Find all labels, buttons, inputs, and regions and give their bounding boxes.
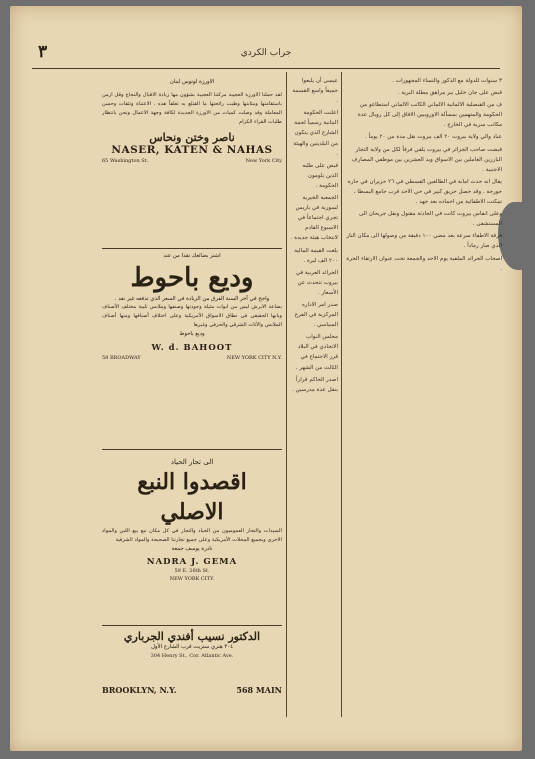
ad-doctor-arabic-name: الدكتور نسيب أفندي الجرباري bbox=[123, 630, 261, 643]
news-item: قبضت صاحب الجزائر في بيروت يلقي فرقاً لكل من ولاية التجار البارزين العاملين بين الاسواق ويد العشرين بين موظفي المصارف الاجنبية . bbox=[351, 146, 502, 173]
news-item: فرقة الاطفاء سرعة بعد مضي ١٠٠ دقيقة من وصولها الى مكان النار الذي صار رماداً . bbox=[346, 233, 502, 250]
ad-bahoot-signature: وديع باحوط bbox=[179, 331, 205, 338]
newspaper-page bbox=[10, 6, 522, 751]
ad-bahoot-tagline: واجح في آخر السنة الفرق من الزيادة في السعر الذي تدفعه غير نقد . bbox=[114, 295, 270, 302]
ad-doctor-address-ar: ٣٠٤ هنري ستريت قرب الشارع الأول bbox=[151, 644, 233, 650]
ad-nasser-address: 65 Washington St. bbox=[102, 157, 149, 164]
ad-gema bbox=[102, 458, 282, 583]
ad-gema-arabic-name: اقصدوا النبع الاصلي bbox=[137, 468, 247, 525]
running-title: جراب الكردي bbox=[240, 48, 292, 58]
news-item: ٣ سنوات للدولة مع الذكور والنساء المجهورات . bbox=[392, 78, 502, 84]
news-item: صدر امر الاداره المركزية في الفرع السياسي . bbox=[294, 301, 338, 329]
ad-gema-address: 59 E. 26th St. bbox=[174, 568, 210, 575]
news-column-right bbox=[344, 76, 502, 276]
ad-nasser-body: لقد حملنا الاورزة العجيبة مركتنا العجيبة بشؤون مها زيادة الاقبال والنجاح وقل ازمن باستقامتها ومثابتها وطيب رائحتها ما القتلع به تعلقاً هذه . الاعتناة وتثقات وحسن المعاملة وقد وصلت كميات من الاورزة الجديدة لكافة وجهة الاعمال ونحن بانتظار طلبات القراء الكرام bbox=[102, 91, 282, 125]
news-item: الجرائد العربية في بيروت تتحدث عن الأسعار . bbox=[295, 269, 338, 296]
ad-gema-intro: الى تجار الحياد bbox=[170, 458, 214, 466]
ad-nasser-heading: الاورزة لوتوس لبنان bbox=[169, 79, 215, 85]
ad-bahoot bbox=[102, 252, 282, 361]
news-item: اصحاب الجرائد الملقبة يوم الاحد والجمعة تحت عنوان الارتقاء الحرة . bbox=[346, 255, 502, 272]
news-item: عيسى أن يلبعوا جميعاً واسع القسمة . bbox=[292, 78, 338, 105]
news-item: الجمعية الخيرية لسورية في باريس تجري اجتماعاً في الاسبوع القادم لانتخاب هيئة جديدة . bbox=[290, 195, 338, 242]
ad-bahoot-address-row bbox=[102, 355, 282, 361]
news-item: وعلى انفاس بيروت كانت في الحادثة مقتول ونقل جريحان الى المستشفى . bbox=[359, 211, 502, 228]
ad-separator bbox=[102, 449, 282, 450]
page-header bbox=[32, 42, 500, 68]
ad-doctor bbox=[102, 630, 282, 660]
news-item: عباد والي ولاية بيروت ٢٠ الف بيروت نقل مدة من ٢٠ يوماً . bbox=[365, 134, 502, 141]
news-item: بلغت القيمة المالية ٢٠٠ الف ليرة . bbox=[294, 247, 338, 264]
ad-nasser-arabic-name: ناصر وختن ونحاس bbox=[149, 130, 235, 144]
ad-bahoot-city: NEW YORK CITY N.Y. bbox=[226, 354, 282, 361]
news-column-middle bbox=[290, 76, 338, 397]
column-rule bbox=[341, 72, 342, 717]
news-item: اصدر الحاكم قراراً بنقل عدة مدرسين . bbox=[292, 376, 338, 393]
ad-nasser-city: New York City bbox=[245, 157, 282, 164]
ad-nasser-latin-name: NASER, KATEN & NAHAS bbox=[111, 143, 273, 156]
news-item: اعلنت الحكومة البنانية رسمياً لحمة الشارع الذي يتكون من البلديتين والهيئة . bbox=[293, 110, 338, 157]
ad-gema-signature: نادرة يوسف جمعة bbox=[171, 545, 213, 552]
ad-gema-body: السيدات والتجار العموميون من الحياد والتجار في كل مكان نبع بيع اللبن والمواد الاحرى وبجميع المحلات الأمريكية وعلى جميع تجارتنا الصحيحة والمواد الشرقية bbox=[102, 527, 282, 543]
ad-bahoot-intro: اشتر بضائعك تقدا من عند bbox=[163, 253, 221, 259]
header-rule bbox=[32, 68, 500, 69]
ad-doctor-address-en: 304 Henry St., Cor. Atlantic Ave. bbox=[150, 652, 234, 659]
ad-bahoot-latin-name: W. d. BAHOOT bbox=[151, 342, 233, 353]
news-item: قبض على طلبة الذين يلومون الحكومة . bbox=[302, 162, 338, 189]
ad-doctor-footer bbox=[102, 685, 282, 695]
ad-separator bbox=[102, 248, 282, 249]
ad-bahoot-address: 58 BROADWAY bbox=[102, 354, 141, 361]
news-item: مجلس النواب الاتحادي في البلاد قرر الاجتماع في الثالث من الشهر . bbox=[295, 334, 338, 371]
ad-gema-latin-name: NADRA J. GEMA bbox=[146, 557, 238, 568]
column-rule bbox=[286, 72, 287, 717]
ad-bahoot-body: بضاعة الابرش ليس من ابوات مثيلة وجودتها وصنفها وملابس تلبية مختلف الأصناف وبابها الحقيقي في نطاق الاسواق الأمريكية وعلى اختلاف أصنافها ومنها أصناف الملابس والأثاث الشرقي والخزفي وغيرها bbox=[102, 304, 282, 329]
news-item: يقال انه حدث امانة في الطالعين القسطي في ٢٦ حزيران في حارة جورجة . وقد حصل حريق كبير في حي الاحد قرب جامع البسطا ، تمكنت الاطفائية من اخماده بعد جهد . bbox=[347, 178, 502, 206]
ad-bahoot-arabic-name: وديع باحوط bbox=[130, 262, 254, 293]
ad-separator bbox=[102, 625, 282, 626]
ad-nasser bbox=[102, 78, 282, 164]
ad-doctor-phone: 568 MAIN bbox=[236, 685, 282, 695]
page-number: ٣ bbox=[38, 42, 48, 62]
ad-doctor-city: BROOKLYN, N.Y. bbox=[102, 685, 177, 695]
news-item: قبض على جان خليل ببر مراهق مطلة البرية . bbox=[397, 90, 502, 97]
ad-gema-city: NEW YORK CITY. bbox=[169, 576, 215, 583]
ad-nasser-address-row bbox=[102, 158, 282, 164]
news-item: ف من القنصلية الالمانية الالماني الكاتب الالماني استطاعو من الحكومة والمتهمين بمسألة الاوروبيين الافاق إلى كل رويال عدة مكاتب سرية في الخارج . bbox=[357, 102, 502, 129]
